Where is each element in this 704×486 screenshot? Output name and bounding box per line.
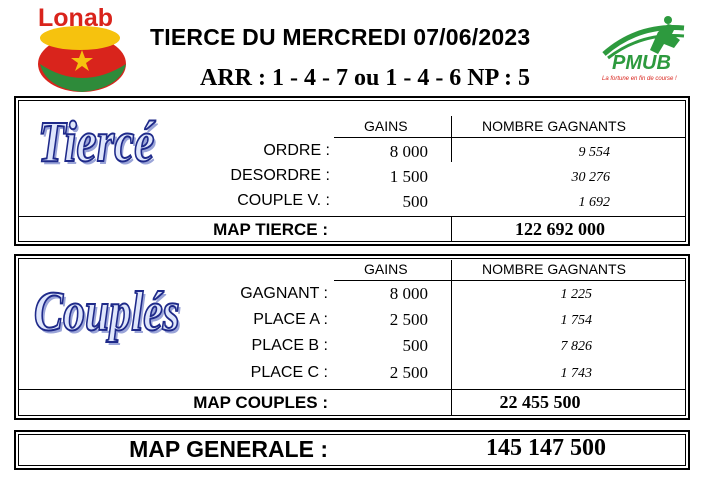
pmub-tagline: La fortune en fin de course ! <box>602 76 677 82</box>
arrival-line: ARR : 1 - 4 - 7 ou 1 - 4 - 6 NP : 5 <box>200 65 530 91</box>
couples-row-label: GAGNANT : <box>240 285 328 302</box>
tierce-header-rule <box>334 137 686 138</box>
couples-row-label: PLACE C : <box>250 364 328 381</box>
couples-row-gain: 2 500 <box>389 310 428 329</box>
tierce-row-winners: 30 276 <box>571 170 610 185</box>
tierce-col-divider <box>451 116 452 162</box>
couples-row-label: PLACE A : <box>253 311 328 328</box>
tierce-gains-header: GAINS <box>364 118 408 134</box>
map-couples-value: 22 455 500 <box>499 392 581 412</box>
couples-map-rule <box>18 389 686 390</box>
map-tierce-label: MAP TIERCE : <box>213 220 328 239</box>
map-generale-label: MAP GENERALE : <box>129 436 328 462</box>
couples-row-gain: 500 <box>402 336 428 355</box>
couples-winners-header: NOMBRE GAGNANTS <box>482 261 626 277</box>
tierce-map-rule <box>18 216 686 217</box>
couples-gains-header: GAINS <box>364 261 408 277</box>
map-tierce-value: 122 692 000 <box>515 219 605 239</box>
couples-section-title: Couplés <box>34 281 180 343</box>
couples-row-gain: 8 000 <box>389 284 428 303</box>
tierce-row-gain: 1 500 <box>389 167 428 186</box>
tierce-map-divider <box>451 216 452 242</box>
couples-row-winners: 1 743 <box>560 366 592 381</box>
tierce-row-label: ORDRE : <box>263 142 330 159</box>
lonab-logo <box>30 6 140 96</box>
pmub-logo <box>598 14 688 94</box>
tierce-winners-header: NOMBRE GAGNANTS <box>482 118 626 134</box>
tierce-row-label: COUPLE V. : <box>237 192 330 209</box>
couples-row-winners: 1 754 <box>560 313 592 328</box>
tierce-row-winners: 9 554 <box>578 145 610 160</box>
map-generale-value: 145 147 500 <box>486 435 606 461</box>
tierce-row-winners: 1 692 <box>578 195 610 210</box>
tierce-row-gain: 500 <box>402 192 428 211</box>
couples-row-winners: 7 826 <box>560 339 592 354</box>
tierce-row-label: DESORDRE : <box>230 167 330 184</box>
tierce-section-title: Tiercé <box>38 109 155 174</box>
tierce-row-gain: 8 000 <box>389 142 428 161</box>
lonab-logo-text: Lonab <box>38 4 113 32</box>
couples-row-gain: 2 500 <box>389 363 428 382</box>
couples-header-rule <box>334 280 686 281</box>
page-title: TIERCE DU MERCREDI 07/06/2023 <box>150 24 531 50</box>
pmub-logo-text: PMUB <box>612 52 671 74</box>
couples-row-winners: 1 225 <box>560 287 592 302</box>
couples-row-label: PLACE B : <box>251 337 328 354</box>
map-couples-label: MAP COUPLES : <box>193 393 328 412</box>
